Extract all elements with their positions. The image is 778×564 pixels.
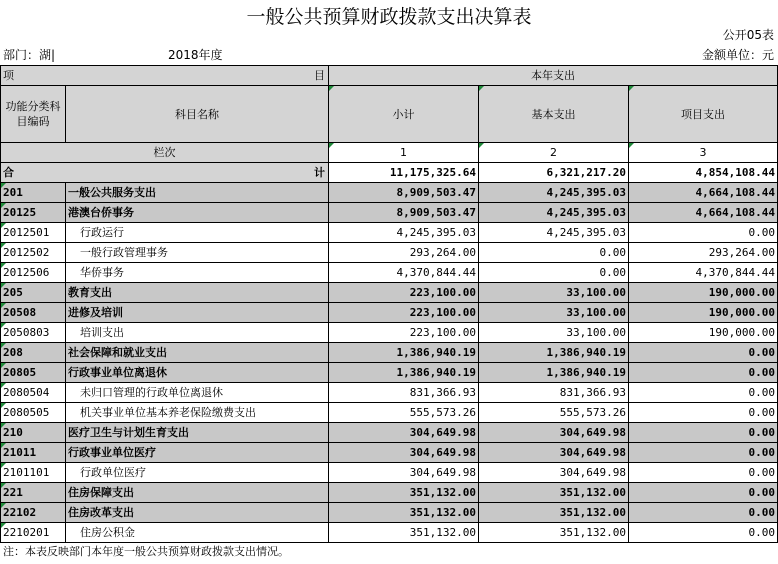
row-name: 住房改革支出 xyxy=(66,503,329,523)
project-column-header: 项目支出 xyxy=(629,86,778,143)
row-basic: 4,245,395.03 xyxy=(479,223,629,243)
footnote: 注：本表反映部门本年度一般公共预算财政拨款支出情况。 xyxy=(3,545,289,558)
row-code: 208 xyxy=(1,343,66,363)
form-code: 公开05表 xyxy=(722,28,774,42)
row-basic: 351,132.00 xyxy=(479,483,629,503)
total-label-left: 合 xyxy=(3,166,14,179)
row-name: 行政运行 xyxy=(66,223,329,243)
row-basic: 33,100.00 xyxy=(479,303,629,323)
row-name: 机关事业单位基本养老保险缴费支出 xyxy=(66,403,329,423)
report-title: 一般公共预算财政拨款支出决算表 xyxy=(246,6,532,28)
table-row xyxy=(1,483,778,503)
row-subtotal: 4,370,844.44 xyxy=(329,263,479,283)
report-meta xyxy=(0,46,778,64)
header-row-columns xyxy=(1,86,778,143)
row-subtotal: 223,100.00 xyxy=(329,303,479,323)
row-code: 2012502 xyxy=(1,243,66,263)
row-subtotal: 351,132.00 xyxy=(329,483,479,503)
row-subtotal: 351,132.00 xyxy=(329,523,479,543)
row-code: 2101101 xyxy=(1,463,66,483)
row-project: 0.00 xyxy=(629,463,778,483)
code-column-header: 功能分类科目编码 xyxy=(1,86,66,143)
row-basic: 0.00 xyxy=(479,243,629,263)
row-subtotal: 1,386,940.19 xyxy=(329,363,479,383)
table-row xyxy=(1,403,778,423)
row-basic: 4,245,395.03 xyxy=(479,183,629,203)
row-subtotal: 555,573.26 xyxy=(329,403,479,423)
total-row xyxy=(1,163,778,183)
row-project: 0.00 xyxy=(629,423,778,443)
table-row xyxy=(1,343,778,363)
total-project: 4,854,108.44 xyxy=(629,163,778,183)
row-basic: 0.00 xyxy=(479,263,629,283)
header-row-item xyxy=(1,66,778,86)
row-project: 4,370,844.44 xyxy=(629,263,778,283)
column-number-label: 栏次 xyxy=(1,143,329,163)
table-row xyxy=(1,503,778,523)
column-number-3: 3 xyxy=(629,143,778,163)
row-project: 0.00 xyxy=(629,363,778,383)
row-project: 0.00 xyxy=(629,343,778,363)
row-name: 培训支出 xyxy=(66,323,329,343)
row-code: 210 xyxy=(1,423,66,443)
row-basic: 351,132.00 xyxy=(479,503,629,523)
row-subtotal: 304,649.98 xyxy=(329,423,479,443)
row-code: 22102 xyxy=(1,503,66,523)
total-label-cell xyxy=(1,163,329,183)
total-basic: 6,321,217.20 xyxy=(479,163,629,183)
row-code: 2050803 xyxy=(1,323,66,343)
row-name: 住房保障支出 xyxy=(66,483,329,503)
row-subtotal: 831,366.93 xyxy=(329,383,479,403)
table-row xyxy=(1,223,778,243)
row-name: 医疗卫生与计划生育支出 xyxy=(66,423,329,443)
row-project: 0.00 xyxy=(629,223,778,243)
expenditure-table xyxy=(0,65,778,543)
table-row xyxy=(1,303,778,323)
item-header-right: 目 xyxy=(314,69,325,82)
subtotal-column-header: 小计 xyxy=(329,86,479,143)
row-project: 0.00 xyxy=(629,383,778,403)
basic-column-header: 基本支出 xyxy=(479,86,629,143)
row-project: 4,664,108.44 xyxy=(629,183,778,203)
table-row xyxy=(1,423,778,443)
fiscal-year: 2018年度 xyxy=(168,48,223,62)
row-code: 2012506 xyxy=(1,263,66,283)
column-number-2: 2 xyxy=(479,143,629,163)
row-project: 0.00 xyxy=(629,523,778,543)
table-row xyxy=(1,203,778,223)
row-project: 0.00 xyxy=(629,403,778,423)
column-number-row xyxy=(1,143,778,163)
row-name: 社会保障和就业支出 xyxy=(66,343,329,363)
row-code: 2012501 xyxy=(1,223,66,243)
row-code: 20125 xyxy=(1,203,66,223)
department-label: 部门：湖| xyxy=(3,48,56,62)
row-project: 0.00 xyxy=(629,443,778,463)
row-name: 行政事业单位医疗 xyxy=(66,443,329,463)
table-row xyxy=(1,323,778,343)
table-row xyxy=(1,243,778,263)
row-basic: 831,366.93 xyxy=(479,383,629,403)
row-project: 293,264.00 xyxy=(629,243,778,263)
row-basic: 1,386,940.19 xyxy=(479,343,629,363)
row-project: 0.00 xyxy=(629,483,778,503)
row-name: 行政单位医疗 xyxy=(66,463,329,483)
row-name: 一般行政管理事务 xyxy=(66,243,329,263)
table-row xyxy=(1,443,778,463)
row-name: 住房公积金 xyxy=(66,523,329,543)
table-row xyxy=(1,283,778,303)
row-code: 205 xyxy=(1,283,66,303)
row-code: 201 xyxy=(1,183,66,203)
row-basic: 33,100.00 xyxy=(479,323,629,343)
total-subtotal: 11,175,325.64 xyxy=(329,163,479,183)
row-subtotal: 4,245,395.03 xyxy=(329,223,479,243)
row-basic: 555,573.26 xyxy=(479,403,629,423)
row-basic: 304,649.98 xyxy=(479,463,629,483)
table-row xyxy=(1,523,778,543)
table-row xyxy=(1,463,778,483)
row-name: 港澳台侨事务 xyxy=(66,203,329,223)
row-project: 190,000.00 xyxy=(629,323,778,343)
current-year-header: 本年支出 xyxy=(329,66,778,86)
row-basic: 351,132.00 xyxy=(479,523,629,543)
row-code: 2080504 xyxy=(1,383,66,403)
row-code: 21011 xyxy=(1,443,66,463)
table-row xyxy=(1,183,778,203)
row-subtotal: 293,264.00 xyxy=(329,243,479,263)
table-row xyxy=(1,263,778,283)
table-row xyxy=(1,383,778,403)
row-subtotal: 8,909,503.47 xyxy=(329,203,479,223)
row-name: 华侨事务 xyxy=(66,263,329,283)
row-basic: 304,649.98 xyxy=(479,423,629,443)
total-label-right: 计 xyxy=(314,166,325,179)
row-name: 行政事业单位离退休 xyxy=(66,363,329,383)
row-subtotal: 223,100.00 xyxy=(329,283,479,303)
row-code: 20508 xyxy=(1,303,66,323)
row-subtotal: 223,100.00 xyxy=(329,323,479,343)
currency-unit: 金额单位：元 xyxy=(701,48,774,62)
row-code: 20805 xyxy=(1,363,66,383)
row-code: 221 xyxy=(1,483,66,503)
row-subtotal: 304,649.98 xyxy=(329,463,479,483)
item-header-left: 项 xyxy=(3,69,14,82)
row-code: 2210201 xyxy=(1,523,66,543)
row-name: 进修及培训 xyxy=(66,303,329,323)
table-row xyxy=(1,363,778,383)
row-project: 0.00 xyxy=(629,503,778,523)
row-subtotal: 1,386,940.19 xyxy=(329,343,479,363)
column-number-1: 1 xyxy=(329,143,479,163)
item-header-cell xyxy=(1,66,329,86)
row-code: 2080505 xyxy=(1,403,66,423)
row-subtotal: 8,909,503.47 xyxy=(329,183,479,203)
row-project: 4,664,108.44 xyxy=(629,203,778,223)
row-name: 教育支出 xyxy=(66,283,329,303)
name-column-header: 科目名称 xyxy=(66,86,329,143)
row-name: 未归口管理的行政单位离退休 xyxy=(66,383,329,403)
row-subtotal: 304,649.98 xyxy=(329,443,479,463)
row-basic: 33,100.00 xyxy=(479,283,629,303)
row-basic: 4,245,395.03 xyxy=(479,203,629,223)
row-basic: 1,386,940.19 xyxy=(479,363,629,383)
row-name: 一般公共服务支出 xyxy=(66,183,329,203)
row-basic: 304,649.98 xyxy=(479,443,629,463)
row-project: 190,000.00 xyxy=(629,283,778,303)
row-project: 190,000.00 xyxy=(629,303,778,323)
row-subtotal: 351,132.00 xyxy=(329,503,479,523)
